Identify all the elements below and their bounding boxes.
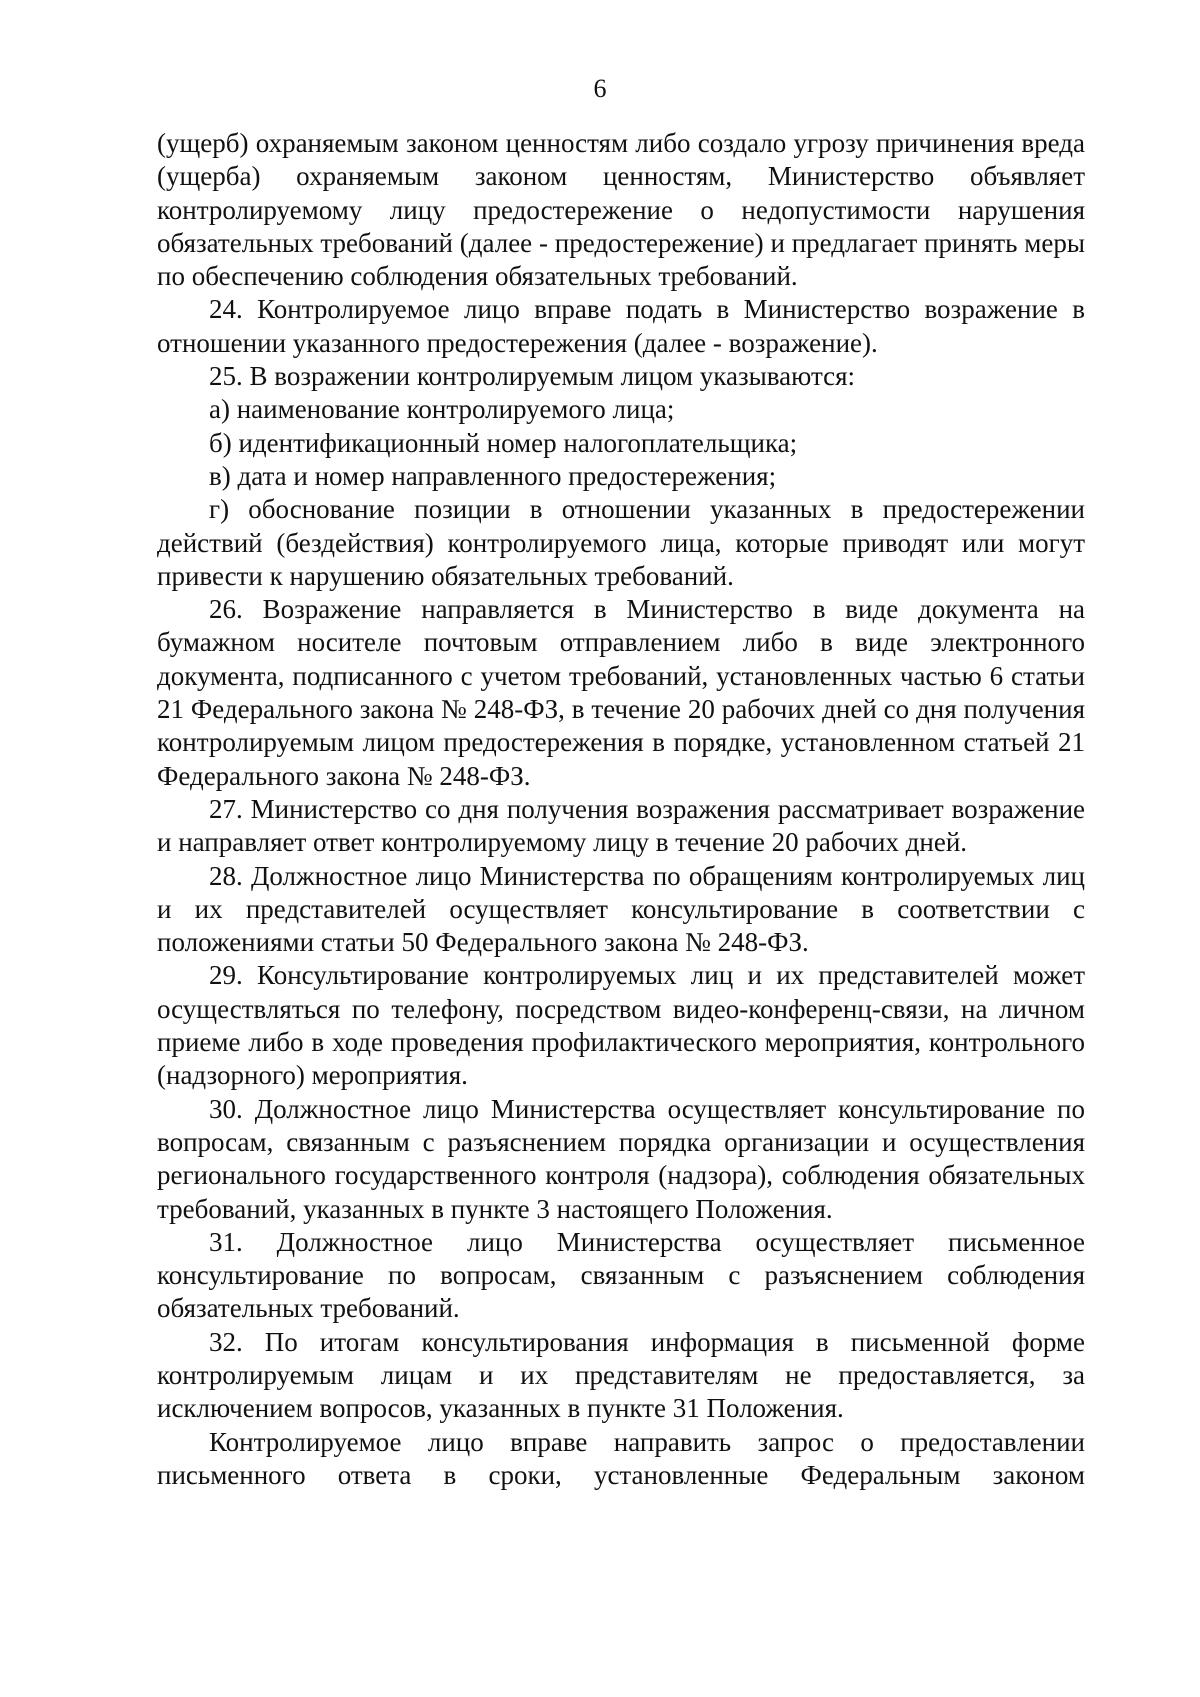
paragraph-item-25: 25. В возражении контролируемым лицом указываются: — [209, 361, 855, 392]
paragraph-item-26: 26. Возражение направляется в Министерство в виде документа на бумажном носителе почтовым отправлением либо в виде электронного документа, подписанного с учетом требований, установленных частью 6 статьи 21 Федерального закона № 248-ФЗ, в течение 20 рабочих дней со дня получения контролируемым лицом предостережения в порядке, установленном статьей 21 Федерального закона № 248-ФЗ. — [157, 594, 1085, 791]
paragraph-subitem-b: б) идентификационный номер налогоплательщика; — [209, 427, 798, 458]
paragraph-subitem-a: а) наименование контролируемого лица; — [209, 394, 675, 425]
paragraph-subitem-g: г) обоснование позиции в отношении указанных в предостережении действий (бездействия) контролируемого лица, которые приводят или могут привести к нарушению обязательных требований. — [157, 494, 1085, 591]
paragraph-item-28: 28. Должностное лицо Министерства по обращениям контролируемых лиц и их представителей осуществляет консультирование в соответствии с положениями статьи 50 Федерального закона № 248-ФЗ. — [157, 860, 1085, 958]
paragraph-item-30: 30. Должностное лицо Министерства осуществляет консультирование по вопросам, связанным с разъяснением порядка организации и осуществления регионального государственного контроля (надзора), соблюдения обязательных требований, указанных в пункте 3 настоящего Положения. — [157, 1093, 1085, 1224]
paragraph-item-32: 32. По итогам консультирования информация в письменной форме контролируемым лицам и их представителям не предоставляется, за исключением вопросов, указанных в пункте 31 Положения. — [157, 1326, 1085, 1424]
paragraph-subitem-v: в) дата и номер направленного предостережения; — [209, 460, 777, 491]
paragraph-continuation: (ущерб) охраняемым законом ценностям либо создало угрозу причинения вреда (ущерба) охраняемым законом ценностям, Министерство объявляет контролируемому лицу предостережение о недопустимости нарушения обязательных требований (далее - предостережение) и предлагает принять меры по обеспечению соблюдения обязательных требований. — [157, 128, 1085, 292]
document-body — [157, 127, 1085, 1492]
paragraph-item-24: 24. Контролируемое лицо вправе подать в Министерство возражение в отношении указанного предостережения (далее - возражение). — [157, 294, 1085, 358]
paragraph-written-request: Контролируемое лицо вправе направить запрос о предоставлении письменного ответа в сроки, установленные Федеральным законом — [157, 1426, 1085, 1490]
paragraph-item-31: 31. Должностное лицо Министерства осуществляет письменное консультирование по вопросам, связанным с разъяснением соблюдения обязательных требований. — [157, 1226, 1085, 1324]
page-number: 6 — [593, 74, 607, 103]
paragraph-item-29: 29. Консультирование контролируемых лиц и их представителей может осуществляться по телефону, посредством видео-конференц-связи, на личном приеме либо в ходе проведения профилактического мероприятия, контрольного (надзорного) мероприятия. — [157, 960, 1085, 1091]
paragraph-item-27: 27. Министерство со дня получения возражения рассматривает возражение и направляет ответ контролируемому лицу в течение 20 рабочих дней. — [157, 793, 1085, 858]
